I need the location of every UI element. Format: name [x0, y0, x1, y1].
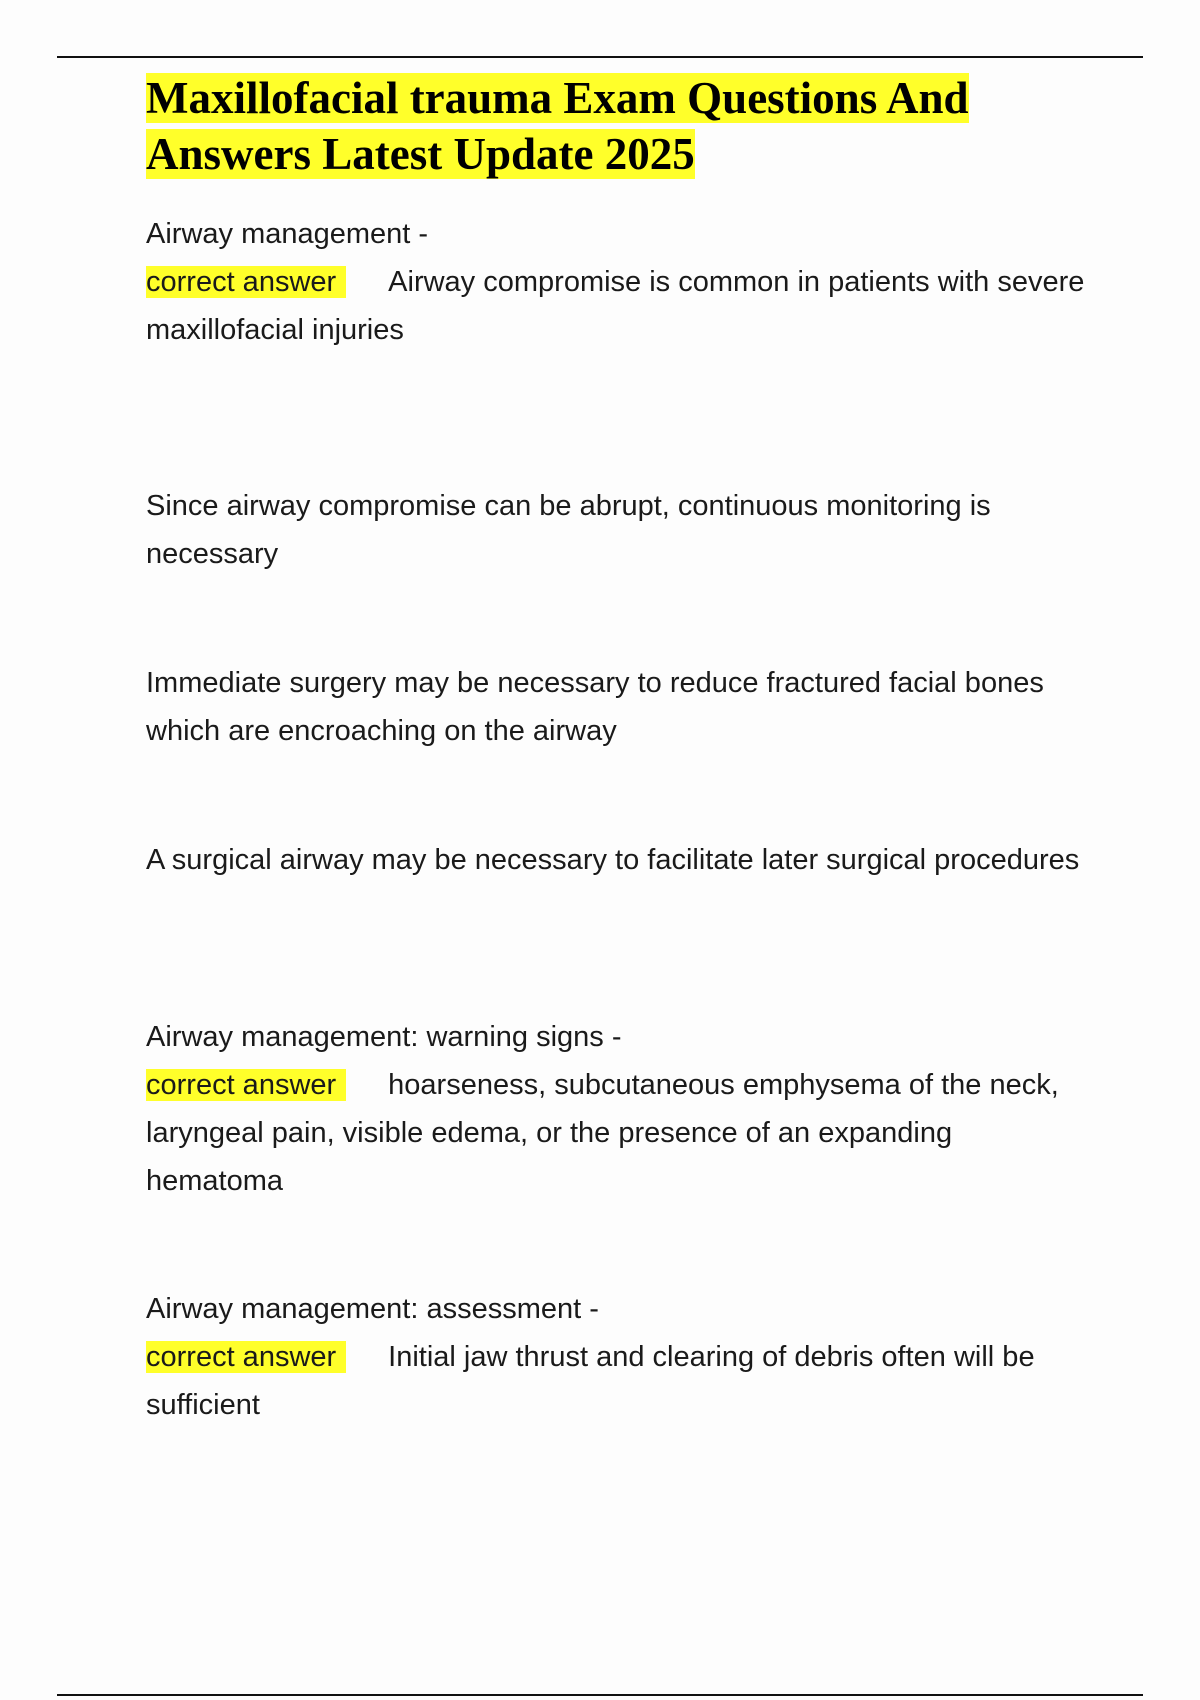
correct-answer-tag: correct answer	[146, 1069, 346, 1101]
title-line-1: Maxillofacial trauma Exam Questions And	[146, 73, 969, 123]
answer-text	[146, 258, 1086, 354]
correct-answer-tag: correct answer	[146, 266, 346, 298]
answer-paragraph: A surgical airway may be necessary to facilitate later surgical procedures	[146, 844, 1080, 876]
bottom-rule	[57, 1694, 1143, 1696]
document-body	[146, 70, 1086, 1421]
answer-body: Initial jaw thrust and clearing of debris often will be sufficient	[146, 1341, 1035, 1421]
answer-body: hoarseness, subcutaneous emphysema of the neck, laryngeal pain, visible edema, or the presence of an expanding hematoma	[146, 1069, 1059, 1197]
answer-paragraph: Immediate surgery may be necessary to reduce fractured facial bones which are encroaching on the airway	[146, 667, 1044, 747]
qa-item	[146, 210, 1086, 354]
top-rule	[57, 56, 1143, 58]
answer-body: Airway compromise is common in patients with severe maxillofacial injuries	[146, 266, 1085, 346]
qa-item	[146, 1285, 1086, 1429]
answer-text	[146, 1061, 1086, 1205]
question-text: Airway management -	[146, 218, 429, 250]
question-text: Airway management: assessment -	[146, 1293, 599, 1325]
answer-paragraph: Since airway compromise can be abrupt, continuous monitoring is necessary	[146, 490, 991, 570]
qa-item	[146, 1013, 1086, 1205]
answer-text	[146, 1333, 1086, 1429]
document-title	[146, 70, 1086, 182]
title-line-2: Answers Latest Update 2025	[146, 129, 695, 179]
correct-answer-tag: correct answer	[146, 1341, 346, 1373]
question-text: Airway management: warning signs -	[146, 1021, 622, 1053]
